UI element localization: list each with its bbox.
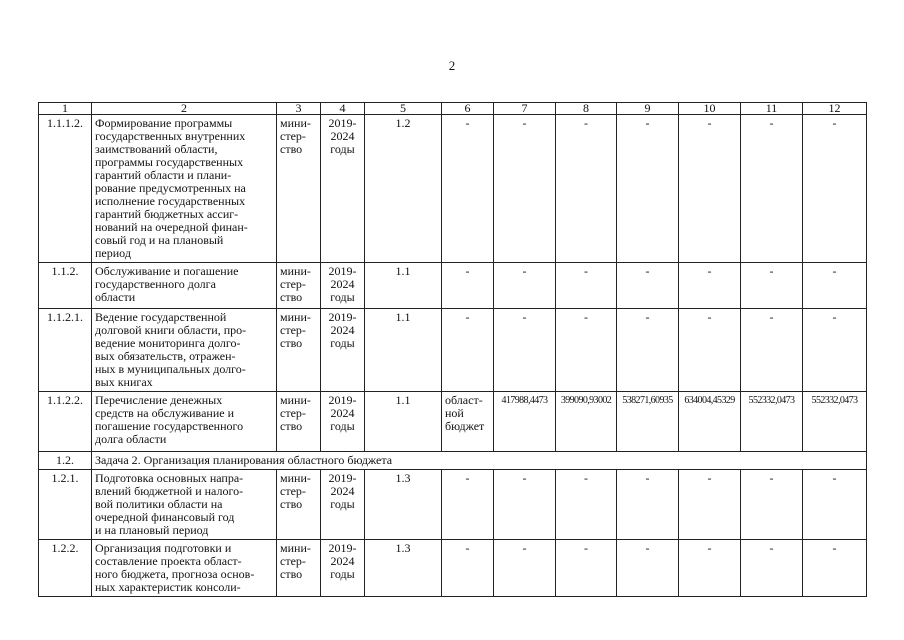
row-number: 1.2.2. bbox=[39, 540, 92, 597]
indicator-number: 1.3 bbox=[365, 540, 442, 597]
cell-line: стер- bbox=[280, 323, 306, 337]
row-number: 1.2.1. bbox=[39, 470, 92, 540]
cell-line: влений бюджетной и налого- bbox=[95, 484, 244, 498]
cell-line: 2019- bbox=[328, 116, 357, 130]
funding-amount: - bbox=[741, 470, 803, 540]
activity-name bbox=[92, 263, 277, 309]
funding-amount: - bbox=[803, 540, 867, 597]
cell-line: стер- bbox=[280, 554, 306, 568]
activity-row bbox=[39, 309, 867, 392]
cell-line: совый год и на плановый bbox=[95, 233, 224, 247]
table-body bbox=[39, 103, 867, 597]
cell-line: стер- bbox=[280, 406, 306, 420]
cell-line: ведение мониторинга долго- bbox=[95, 336, 241, 350]
funding-amount: - bbox=[803, 309, 867, 392]
cell-line: - bbox=[465, 471, 470, 485]
executor bbox=[277, 309, 321, 392]
activity-name bbox=[92, 115, 277, 263]
cell-line: Ведение государственной bbox=[95, 310, 227, 324]
cell-line: мини- bbox=[280, 264, 311, 278]
task-row bbox=[39, 452, 867, 470]
cell-line: 2024 bbox=[330, 277, 355, 291]
funding-amount: - bbox=[494, 309, 556, 392]
funding-amount: - bbox=[556, 263, 617, 309]
row-number: 1.1.2.2. bbox=[39, 392, 92, 452]
cell-line: государственного долга bbox=[95, 277, 216, 291]
task-title: Задача 2. Организация планирования областного бюджета bbox=[92, 452, 867, 470]
funding-amount: - bbox=[617, 309, 679, 392]
cell-line: мини- bbox=[280, 471, 311, 485]
cell-line: бюджет bbox=[445, 419, 485, 433]
funding-source bbox=[442, 470, 494, 540]
funding-amount: 552332,0473 bbox=[741, 392, 803, 452]
funding-amount: - bbox=[556, 540, 617, 597]
executor bbox=[277, 115, 321, 263]
funding-amount: - bbox=[556, 470, 617, 540]
cell-line: ство bbox=[280, 290, 303, 304]
cell-line: - bbox=[465, 116, 470, 130]
cell-line: ство bbox=[280, 142, 303, 156]
funding-amount: - bbox=[617, 263, 679, 309]
cell-line: составление проекта област- bbox=[95, 554, 242, 568]
cell-line: Перечисление денежных bbox=[95, 393, 223, 407]
cell-line: заимствований области, bbox=[95, 142, 218, 156]
period bbox=[321, 540, 365, 597]
cell-line: ство bbox=[280, 497, 303, 511]
column-header: 6 bbox=[442, 103, 494, 115]
row-number: 1.1.2.1. bbox=[39, 309, 92, 392]
column-header: 5 bbox=[365, 103, 442, 115]
funding-amount: - bbox=[556, 115, 617, 263]
column-header: 7 bbox=[494, 103, 556, 115]
funding-amount: - bbox=[494, 263, 556, 309]
funding-amount: - bbox=[741, 115, 803, 263]
executor bbox=[277, 540, 321, 597]
period bbox=[321, 115, 365, 263]
column-header: 9 bbox=[617, 103, 679, 115]
funding-amount: - bbox=[803, 263, 867, 309]
funding-amount: - bbox=[679, 540, 741, 597]
activity-row bbox=[39, 392, 867, 452]
cell-line: средств на обслуживание и bbox=[95, 406, 234, 420]
cell-line: годы bbox=[330, 336, 355, 350]
funding-amount: - bbox=[617, 540, 679, 597]
activity-row bbox=[39, 115, 867, 263]
period bbox=[321, 263, 365, 309]
period bbox=[321, 392, 365, 452]
cell-line: мини- bbox=[280, 541, 311, 555]
funding-amount: - bbox=[741, 309, 803, 392]
cell-line: 2019- bbox=[328, 393, 357, 407]
cell-line: стер- bbox=[280, 129, 306, 143]
funding-amount: - bbox=[679, 263, 741, 309]
funding-amount: - bbox=[803, 470, 867, 540]
cell-line: и на плановый период bbox=[95, 523, 209, 537]
activity-name bbox=[92, 470, 277, 540]
funding-amount: - bbox=[494, 470, 556, 540]
cell-line: области bbox=[95, 290, 136, 304]
cell-line: област- bbox=[445, 393, 483, 407]
funding-amount: 538271,60935 bbox=[617, 392, 679, 452]
cell-line: 2024 bbox=[330, 323, 355, 337]
funding-amount: - bbox=[679, 309, 741, 392]
column-header: 3 bbox=[277, 103, 321, 115]
cell-line: ство bbox=[280, 336, 303, 350]
funding-source bbox=[442, 392, 494, 452]
funding-amount: - bbox=[617, 470, 679, 540]
cell-line: Формирование программы bbox=[95, 116, 233, 130]
cell-line: ной bbox=[445, 406, 464, 420]
indicator-number: 1.1 bbox=[365, 263, 442, 309]
funding-source bbox=[442, 115, 494, 263]
funding-amount: - bbox=[803, 115, 867, 263]
activity-name bbox=[92, 392, 277, 452]
cell-line: годы bbox=[330, 567, 355, 581]
cell-line: государственных внутренних bbox=[95, 129, 246, 143]
activity-name bbox=[92, 540, 277, 597]
cell-line: ных в муниципальных долго- bbox=[95, 362, 246, 376]
page-number: 2 bbox=[448, 58, 456, 73]
cell-line: гарантий бюджетных ассиг- bbox=[95, 207, 239, 221]
cell-line: годы bbox=[330, 497, 355, 511]
cell-line: мини- bbox=[280, 116, 311, 130]
executor bbox=[277, 470, 321, 540]
cell-line: очередной финансовый год bbox=[95, 510, 235, 524]
cell-line: 2019- bbox=[328, 541, 357, 555]
indicator-number: 1.1 bbox=[365, 309, 442, 392]
funding-source bbox=[442, 263, 494, 309]
cell-line: вых книгах bbox=[95, 375, 153, 389]
cell-line: рование предусмотренных на bbox=[95, 181, 246, 195]
executor bbox=[277, 263, 321, 309]
row-number: 1.1.1.2. bbox=[39, 115, 92, 263]
cell-line: ных характеристик консоли- bbox=[95, 580, 241, 594]
column-header: 4 bbox=[321, 103, 365, 115]
funding-amount: - bbox=[679, 470, 741, 540]
column-header: 12 bbox=[803, 103, 867, 115]
cell-line: 2024 bbox=[330, 406, 355, 420]
cell-line: - bbox=[465, 310, 470, 324]
cell-line: годы bbox=[330, 290, 355, 304]
funding-amount: - bbox=[741, 263, 803, 309]
indicator-number: 1.3 bbox=[365, 470, 442, 540]
cell-line: Подготовка основных напра- bbox=[95, 471, 244, 485]
cell-line: стер- bbox=[280, 277, 306, 291]
funding-amount: - bbox=[556, 309, 617, 392]
period bbox=[321, 470, 365, 540]
cell-line: гарантий области и плани- bbox=[95, 168, 232, 182]
funding-amount: 417988,4473 bbox=[494, 392, 556, 452]
column-header: 1 bbox=[39, 103, 92, 115]
column-header: 10 bbox=[679, 103, 741, 115]
cell-line: мини- bbox=[280, 310, 311, 324]
cell-line: ство bbox=[280, 419, 303, 433]
cell-line: период bbox=[95, 246, 131, 260]
cell-line: 2019- bbox=[328, 264, 357, 278]
cell-line: Организация подготовки и bbox=[95, 541, 232, 555]
cell-line: годы bbox=[330, 419, 355, 433]
program-activities-table bbox=[38, 102, 867, 597]
funding-amount: 634004,45329 bbox=[679, 392, 741, 452]
row-number: 1.2. bbox=[39, 452, 92, 470]
cell-line: вых обязательств, отражен- bbox=[95, 349, 236, 363]
funding-source bbox=[442, 540, 494, 597]
cell-line: 2019- bbox=[328, 471, 357, 485]
indicator-number: 1.1 bbox=[365, 392, 442, 452]
cell-line: мини- bbox=[280, 393, 311, 407]
cell-line: 2019- bbox=[328, 310, 357, 324]
funding-amount: - bbox=[494, 115, 556, 263]
cell-line: - bbox=[465, 264, 470, 278]
cell-line: стер- bbox=[280, 484, 306, 498]
cell-line: нований на очередной финан- bbox=[95, 220, 248, 234]
cell-line: исполнение государственных bbox=[95, 194, 246, 208]
cell-line: годы bbox=[330, 142, 355, 156]
column-header: 11 bbox=[741, 103, 803, 115]
cell-line: долговой книги области, про- bbox=[95, 323, 247, 337]
column-header: 8 bbox=[556, 103, 617, 115]
activity-row bbox=[39, 263, 867, 309]
column-number-row bbox=[39, 103, 867, 115]
executor bbox=[277, 392, 321, 452]
period bbox=[321, 309, 365, 392]
funding-amount: 399090,93002 bbox=[556, 392, 617, 452]
funding-amount: - bbox=[679, 115, 741, 263]
cell-line: долга области bbox=[95, 432, 167, 446]
cell-line: программы государственных bbox=[95, 155, 244, 169]
cell-line: 2024 bbox=[330, 484, 355, 498]
cell-line: Обслуживание и погашение bbox=[95, 264, 239, 278]
cell-line: ство bbox=[280, 567, 303, 581]
activity-name bbox=[92, 309, 277, 392]
activity-row bbox=[39, 470, 867, 540]
cell-line: погашение государственного bbox=[95, 419, 244, 433]
funding-amount: 552332,0473 bbox=[803, 392, 867, 452]
indicator-number: 1.2 bbox=[365, 115, 442, 263]
cell-line: - bbox=[465, 541, 470, 555]
activity-row bbox=[39, 540, 867, 597]
cell-line: 2024 bbox=[330, 129, 355, 143]
funding-amount: - bbox=[617, 115, 679, 263]
funding-amount: - bbox=[494, 540, 556, 597]
row-number: 1.1.2. bbox=[39, 263, 92, 309]
cell-line: вой политики области на bbox=[95, 497, 223, 511]
cell-line: ного бюджета, прогноза основ- bbox=[95, 567, 255, 581]
funding-amount: - bbox=[741, 540, 803, 597]
column-header: 2 bbox=[92, 103, 277, 115]
cell-line: 2024 bbox=[330, 554, 355, 568]
funding-source bbox=[442, 309, 494, 392]
